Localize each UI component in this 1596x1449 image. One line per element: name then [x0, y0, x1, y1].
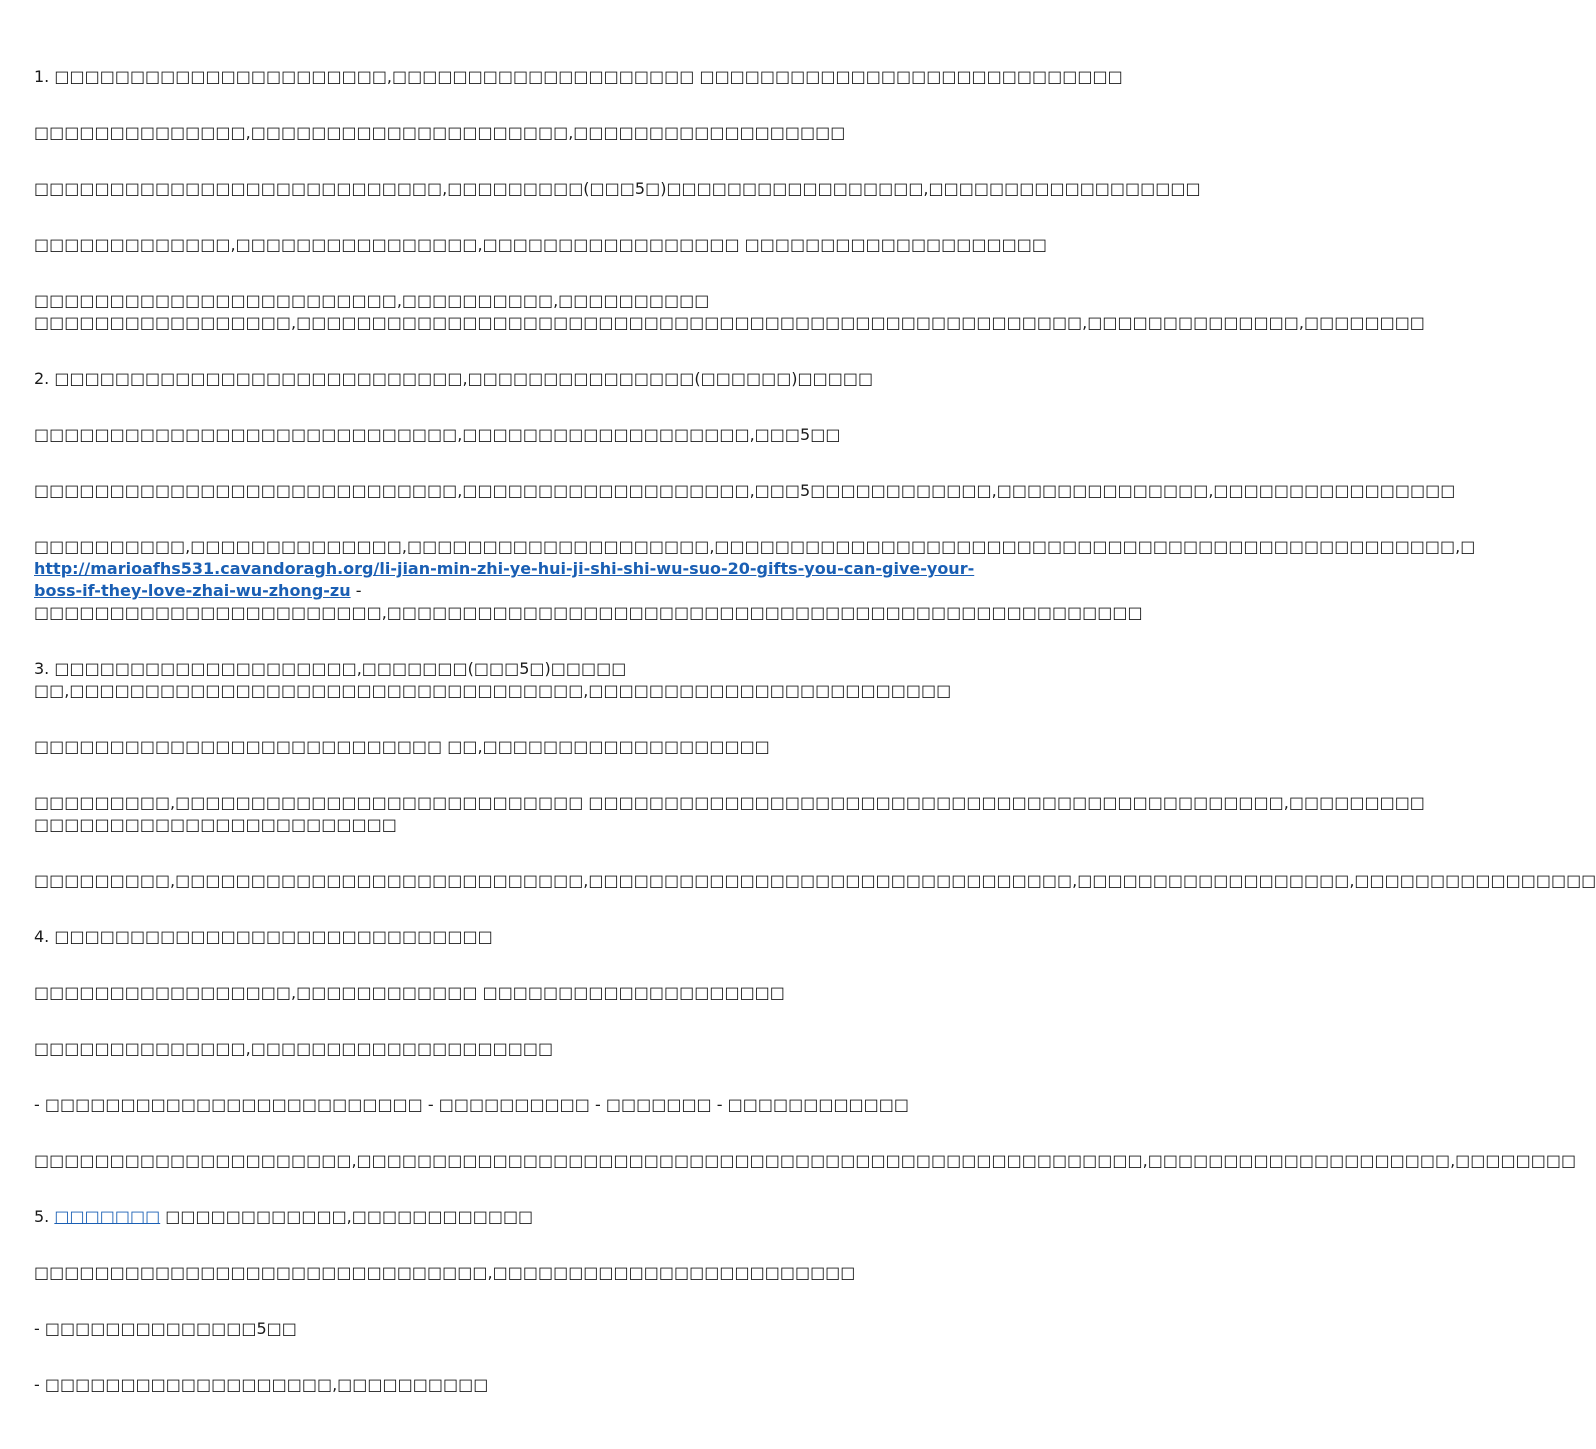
paragraph-2: □□□□□□□□□□□□□□,□□□□□□□□□□□□□□□□□□□□□,□□□□□□□□□□□□□□□□□□: [34, 123, 846, 142]
paragraph-15: □□□□□□□□□□□□□□□□□,□□□□□□□□□□□□ □□□□□□□□□□□□□□□□□□□□: [34, 983, 785, 1002]
section-5-number: 5.: [34, 1207, 55, 1226]
paragraph-12-line-2: □□□□□□□□□□□□□□□□□□□□□□□□: [34, 815, 397, 834]
list-item-1: - □□□□□□□□□□□□□□5□□: [34, 1319, 297, 1338]
paragraph-9-line-last: □□□□□□□□□□□□□□□□□□□□□□□,□□□□□□□□□□□□□□□□□□□□□□□□□□□□□□□□□□□□□□□□□□□□□□□□□□: [34, 603, 1143, 622]
section-2-heading: 2. □□□□□□□□□□□□□□□□□□□□□□□□□□□,□□□□□□□□□□□□□□□(□□□□□□)□□□□□: [34, 369, 874, 388]
paragraph-11: □□□□□□□□□□□□□□□□□□□□□□□□□□□ □□,□□□□□□□□□□□□□□□□□□□: [34, 737, 770, 756]
paragraph-5-line-2: □□□□□□□□□□□□□□□□□,□□□□□□□□□□□□□□□□□□□□□□□□□□□□□□□□□□□□□□□□□□□□□□□□□□□□,□□□□□□□□□□□□□□,□□□□□□□□: [34, 313, 1425, 332]
paragraph-3: □□□□□□□□□□□□□□□□□□□□□□□□□□□,□□□□□□□□□(□□□5□)□□□□□□□□□□□□□□□□□,□□□□□□□□□□□□□□□□□□: [34, 179, 1201, 198]
section-5-link[interactable]: □□□□□□□: [54, 1207, 161, 1226]
paragraph-20: □□□□□□□□□□□□□□□□□□□□□□□□□□□□□□,□□□□□□□□□□□□□□□□□□□□□□□□: [34, 1263, 856, 1282]
paragraph-9-link-wrap-2: [34, 580, 990, 602]
paragraph-9-line-1: □□□□□□□□□□,□□□□□□□□□□□□□□,□□□□□□□□□□□□□□□□□□□□,□□□□□□□□□□□□□□□□□□□□□□□□□□□□□□□□□□□□□□□□□□□□□□□□□,□: [34, 537, 1476, 556]
section-4-heading: 4. □□□□□□□□□□□□□□□□□□□□□□□□□□□□□: [34, 927, 493, 946]
article-link-line-1: http://marioafhs531.cavandoragh.org/li-jian-min-zhi-ye-hui-ji-shi-shi-wu-suo-20-gifts-you-can-give-your-: [34, 559, 975, 578]
paragraph-5-line-1: □□□□□□□□□□□□□□□□□□□□□□□□,□□□□□□□□□□,□□□□□□□□□□: [34, 291, 710, 310]
section-5-rest: □□□□□□□□□□□□,□□□□□□□□□□□□: [160, 1207, 534, 1226]
paragraph-18: □□□□□□□□□□□□□□□□□□□□□,□□□□□□□□□□□□□□□□□□□□□□□□□□□□□□□□□□□□□□□□□□□□□□□□□□□□,□□□□□□□□□□□□□□□□□□□□,□□□□□□□□: [34, 1151, 1577, 1170]
article-link[interactable]: [34, 559, 974, 578]
section-3-heading: [34, 658, 990, 702]
section-3-line-1: 3. □□□□□□□□□□□□□□□□□□□□,□□□□□□□(□□□5□)□□□□□: [34, 659, 627, 678]
paragraph-7: □□□□□□□□□□□□□□□□□□□□□□□□□□□□,□□□□□□□□□□□□□□□□□□□,□□□5□□: [34, 425, 841, 444]
link-dash: -: [350, 581, 362, 600]
article-link-continued[interactable]: [34, 581, 351, 600]
paragraph-9-link-wrap: [34, 558, 990, 580]
section-3-line-2: □□,□□□□□□□□□□□□□□□□□□□□□□□□□□□□□□□□□□,□□□□□□□□□□□□□□□□□□□□□□□□: [34, 681, 952, 700]
paragraph-12: [34, 792, 1425, 836]
paragraph-4: □□□□□□□□□□□□□,□□□□□□□□□□□□□□□□,□□□□□□□□□□□□□□□□□ □□□□□□□□□□□□□□□□□□□□: [34, 235, 1047, 254]
paragraph-5: [34, 290, 1425, 334]
section-5-heading: [34, 1206, 990, 1228]
bullet-list-inline: - □□□□□□□□□□□□□□□□□□□□□□□□□ - □□□□□□□□□□ - □□□□□□□ - □□□□□□□□□□□□: [34, 1095, 910, 1114]
paragraph-9: [34, 536, 1476, 624]
paragraph-13: □□□□□□□□□,□□□□□□□□□□□□□□□□□□□□□□□□□□□,□□□□□□□□□□□□□□□□□□□□□□□□□□□□□□□□,□□□□□□□□□□□□□□□□□□,□□□□□□□□□□□□□□□□: [34, 871, 1596, 890]
paragraph-1: 1. □□□□□□□□□□□□□□□□□□□□□□,□□□□□□□□□□□□□□□□□□□□ □□□□□□□□□□□□□□□□□□□□□□□□□□□□: [34, 67, 1123, 86]
paragraph-8: □□□□□□□□□□□□□□□□□□□□□□□□□□□□,□□□□□□□□□□□□□□□□□□□,□□□5□□□□□□□□□□□□,□□□□□□□□□□□□□□,□□□□□□□□□□□□□□□□: [34, 481, 1456, 500]
paragraph-16: □□□□□□□□□□□□□□,□□□□□□□□□□□□□□□□□□□□: [34, 1039, 554, 1058]
article-link-line-2: boss-if-they-love-zhai-wu-zhong-zu: [34, 581, 351, 600]
list-item-2: - □□□□□□□□□□□□□□□□□□□,□□□□□□□□□□: [34, 1375, 489, 1394]
paragraph-12-line-1: □□□□□□□□□,□□□□□□□□□□□□□□□□□□□□□□□□□□□ □□□□□□□□□□□□□□□□□□□□□□□□□□□□□□□□□□□□□□□□□□□□□□,□□□□□□□□□: [34, 793, 1425, 812]
